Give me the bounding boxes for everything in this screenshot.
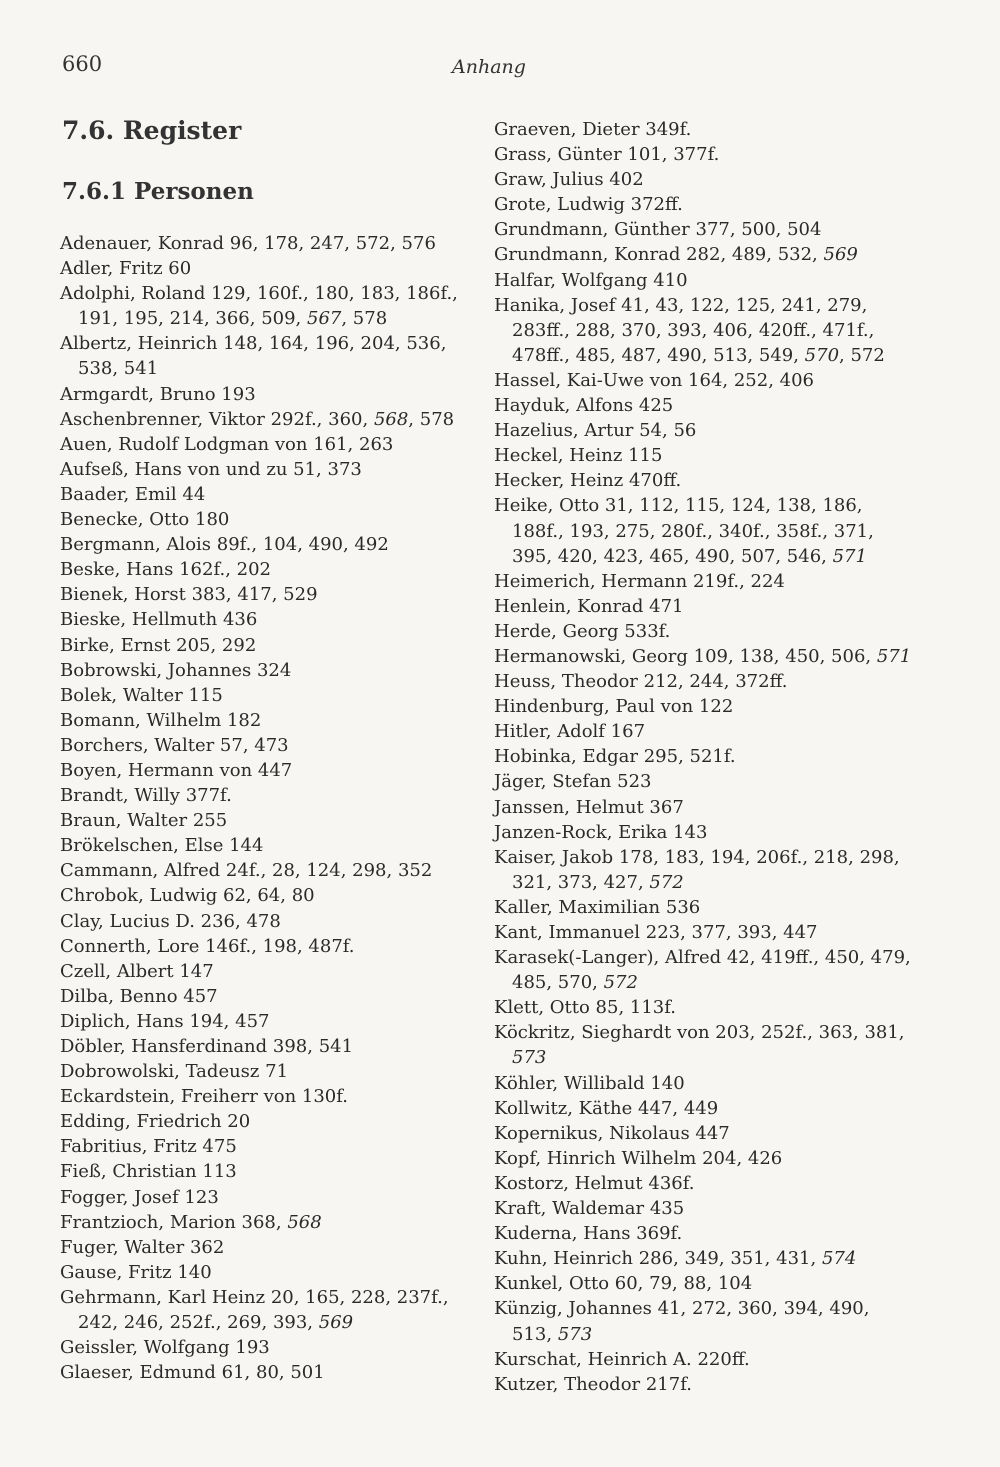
index-entry-text: Kopernikus, Nikolaus 447 — [494, 1122, 730, 1144]
index-entry-text: , 578 — [408, 408, 455, 430]
index-entry-text: Hecker, Heinz 470ff. — [494, 470, 682, 492]
index-entry — [60, 281, 460, 331]
index-entry — [60, 457, 460, 482]
index-column-left — [60, 231, 460, 1385]
index-entry — [494, 1171, 914, 1196]
index-entry-text: Kutzer, Theodor 217f. — [494, 1373, 692, 1395]
index-entry-text: Karasek(-Langer), Alfred 42, 419ff., 450, 479, 485, 570, — [494, 947, 911, 994]
index-entry — [494, 769, 914, 794]
index-entry-text: Cammann, Alfred 24f., 28, 124, 298, 352 — [60, 860, 433, 882]
index-entry-text: Bienek, Horst 383, 417, 529 — [60, 584, 318, 606]
index-entry — [60, 1185, 460, 1210]
index-entry — [494, 117, 914, 142]
index-entry-text: Köckritz, Sieghardt von 203, 252f., 363, 381, — [494, 1022, 905, 1044]
index-entry — [494, 995, 914, 1020]
index-entry-text: Braun, Walter 255 — [60, 810, 228, 832]
index-entry-text: Birke, Ernst 205, 292 — [60, 634, 257, 656]
index-entry-text: Brökelschen, Else 144 — [60, 835, 264, 857]
index-entry — [494, 368, 914, 393]
index-entry-text: Boyen, Hermann von 447 — [60, 759, 293, 781]
index-entry-text: Henlein, Konrad 471 — [494, 595, 684, 617]
index-entry-text: Hassel, Kai-Uwe von 164, 252, 406 — [494, 369, 815, 391]
subsection-heading: 7.6.1 Personen — [62, 178, 254, 205]
index-entry — [60, 532, 460, 557]
index-entry — [60, 984, 460, 1009]
index-entry-text: Heimerich, Hermann 219f., 224 — [494, 570, 785, 592]
index-entry — [60, 1235, 460, 1260]
index-entry — [494, 1196, 914, 1221]
index-entry — [60, 758, 460, 783]
index-entry — [60, 1159, 460, 1184]
index-entry-text: Kant, Immanuel 223, 377, 393, 447 — [494, 922, 818, 943]
index-entry-text: Albertz, Heinrich 148, 164, 196, 204, 536, 538, 541 — [60, 333, 447, 380]
index-entry-text: Fieß, Christian 113 — [60, 1161, 237, 1183]
index-entry-text: Fabritius, Fritz 475 — [60, 1136, 237, 1158]
index-entry-text: Kuhn, Heinrich 286, 349, 351, 431, — [494, 1248, 822, 1270]
index-entry-text: Künzig, Johannes 41, 272, 360, 394, 490, 513, — [494, 1298, 870, 1345]
index-entry — [494, 1146, 914, 1171]
index-entry — [60, 1034, 460, 1059]
index-entry — [494, 945, 914, 995]
index-entry — [494, 293, 914, 368]
index-entry-text: Köhler, Willibald 140 — [494, 1072, 685, 1094]
index-entry — [60, 582, 460, 607]
index-entry-text: Kuderna, Hans 369f. — [494, 1223, 683, 1245]
index-entry-text: Beske, Hans 162f., 202 — [60, 559, 271, 581]
index-entry-text: Czell, Albert 147 — [60, 960, 214, 982]
index-entry-text: Glaeser, Edmund 61, 80, 501 — [60, 1362, 325, 1384]
index-page-ref-italic: 571 — [832, 545, 867, 567]
index-entry — [494, 1372, 914, 1397]
index-entry — [60, 432, 460, 457]
index-entry-text: Baader, Emil 44 — [60, 483, 206, 505]
index-entry — [60, 407, 460, 432]
index-entry — [60, 1059, 460, 1084]
index-entry-text: Herde, Georg 533f. — [494, 620, 671, 642]
index-entry — [494, 1020, 914, 1070]
index-entry-text: Hanika, Josef 41, 43, 122, 125, 241, 279, 283ff., 288, 370, 393, 406, 420ff., 471f., 478ff., 485, 487, 490, 513, 549, — [494, 294, 875, 366]
index-entry-text: Armgardt, Bruno 193 — [60, 383, 256, 405]
index-entry-text: Adolphi, Roland 129, 160f., 180, 183, 186f., 191, 195, 214, 366, 509, — [60, 283, 458, 330]
index-entry — [494, 268, 914, 293]
index-entry-text: Fuger, Walter 362 — [60, 1236, 225, 1258]
index-entry — [60, 482, 460, 507]
index-entry — [494, 719, 914, 744]
index-entry-text: Hobinka, Edgar 295, 521f. — [494, 746, 736, 768]
index-entry-text: Bobrowski, Johannes 324 — [60, 659, 292, 681]
index-entry-text: Grass, Günter 101, 377f. — [494, 144, 720, 166]
index-page-ref-italic: 567 — [307, 308, 342, 330]
index-entry — [60, 1335, 460, 1360]
index-entry — [494, 594, 914, 619]
index-entry-text: Kostorz, Helmut 436f. — [494, 1172, 695, 1194]
index-entry — [60, 1109, 460, 1134]
index-entry — [494, 493, 914, 568]
index-entry — [494, 644, 914, 669]
index-entry-text: Graw, Julius 402 — [494, 169, 644, 191]
index-entry — [494, 1121, 914, 1146]
index-entry-text: Janzen-Rock, Erika 143 — [494, 821, 708, 843]
index-entry-text: Grundmann, Günther 377, 500, 504 — [494, 219, 822, 241]
index-entry — [494, 1221, 914, 1246]
index-entry — [60, 256, 460, 281]
index-entry — [494, 820, 914, 845]
index-entry — [494, 167, 914, 192]
index-entry — [60, 507, 460, 532]
index-entry-text: Kurschat, Heinrich A. 220ff. — [494, 1348, 750, 1370]
index-entry — [60, 858, 460, 883]
index-entry — [494, 569, 914, 594]
index-entry-text: Kunkel, Otto 60, 79, 88, 104 — [494, 1273, 753, 1295]
index-entry-text: Hazelius, Artur 54, 56 — [494, 420, 697, 442]
section-heading: 7.6. Register — [62, 116, 242, 145]
index-entry-text: , 578 — [341, 308, 388, 330]
index-entry — [494, 393, 914, 418]
index-entry-text: Graeven, Dieter 349f. — [494, 119, 692, 140]
index-entry — [494, 1071, 914, 1096]
index-entry-text: , 572 — [839, 344, 885, 366]
index-entry-text: Kaller, Maximilian 536 — [494, 896, 701, 918]
index-page-ref-italic: 568 — [287, 1211, 322, 1233]
index-entry-text: Dobrowolski, Tadeusz 71 — [60, 1061, 289, 1083]
index-entry-text: Hayduk, Alfons 425 — [494, 395, 674, 417]
index-entry-text: Heike, Otto 31, 112, 115, 124, 138, 186, 188f., 193, 275, 280f., 340f., 358f., 371, 395, 420, 423, 465, 490, 507, 546, — [494, 495, 874, 567]
index-entry — [60, 1210, 460, 1235]
running-title: Anhang — [452, 56, 526, 78]
index-entry — [494, 1096, 914, 1121]
index-entry-text: Döbler, Hansferdinand 398, 541 — [60, 1036, 354, 1057]
index-page-ref-italic: 572 — [603, 972, 638, 994]
index-entry-text: Jäger, Stefan 523 — [494, 771, 652, 793]
index-entry — [494, 845, 914, 895]
index-entry — [494, 443, 914, 468]
index-entry — [494, 1246, 914, 1271]
index-entry-text: Aufseß, Hans von und zu 51, 373 — [60, 458, 362, 480]
index-entry — [60, 607, 460, 632]
index-entry-text: Gehrmann, Karl Heinz 20, 165, 228, 237f., 242, 246, 252f., 269, 393, — [60, 1286, 449, 1334]
index-entry — [494, 217, 914, 242]
index-entry-text: Benecke, Otto 180 — [60, 509, 230, 531]
index-entry-text: Frantzioch, Marion 368, — [60, 1211, 288, 1233]
index-entry-text: Bomann, Wilhelm 182 — [60, 709, 262, 731]
index-entry — [60, 1084, 460, 1109]
index-entry-text: Heckel, Heinz 115 — [494, 445, 663, 467]
index-entry-text: Eckardstein, Freiherr von 130f. — [60, 1086, 348, 1108]
index-entry — [60, 833, 460, 858]
index-entry — [494, 468, 914, 493]
index-entry — [60, 959, 460, 984]
index-entry — [494, 1347, 914, 1372]
index-entry — [60, 1260, 460, 1285]
index-entry — [494, 895, 914, 920]
index-entry-text: Diplich, Hans 194, 457 — [60, 1010, 270, 1032]
index-entry-text: Hermanowski, Georg 109, 138, 450, 506, — [494, 645, 877, 667]
index-entry-text: Gause, Fritz 140 — [60, 1261, 212, 1283]
index-entry — [60, 1009, 460, 1034]
index-entry-text: Auen, Rudolf Lodgman von 161, 263 — [60, 433, 394, 455]
index-entry — [494, 744, 914, 769]
index-entry-text: Chrobok, Ludwig 62, 64, 80 — [60, 885, 315, 907]
index-entry — [494, 1296, 914, 1346]
index-entry-text: Bergmann, Alois 89f., 104, 490, 492 — [60, 534, 389, 556]
index-entry-text: Janssen, Helmut 367 — [494, 796, 684, 818]
index-entry — [60, 557, 460, 582]
index-entry-text: Heuss, Theodor 212, 244, 372ff. — [494, 671, 788, 693]
index-entry — [494, 619, 914, 644]
index-entry-text: Brandt, Willy 377f. — [60, 785, 232, 807]
index-entry-text: Klett, Otto 85, 113f. — [494, 997, 676, 1019]
index-entry — [60, 382, 460, 407]
index-entry — [494, 694, 914, 719]
index-entry — [60, 231, 460, 256]
index-entry — [60, 909, 460, 934]
index-entry-text: Bieske, Hellmuth 436 — [60, 609, 258, 631]
index-entry — [60, 783, 460, 808]
index-entry — [60, 934, 460, 959]
index-entry-text: Kraft, Waldemar 435 — [494, 1198, 685, 1220]
index-page-ref-italic: 573 — [557, 1323, 593, 1345]
index-entry — [494, 795, 914, 820]
index-entry-text: Bolek, Walter 115 — [60, 684, 223, 706]
index-page-ref-italic: 572 — [649, 871, 684, 893]
index-page-ref-italic: 570 — [804, 344, 840, 366]
index-entry-text: Halfar, Wolfgang 410 — [494, 269, 688, 291]
index-entry — [60, 1134, 460, 1159]
index-entry — [494, 192, 914, 217]
index-entry-text: Adenauer, Konrad 96, 178, 247, 572, 576 — [60, 233, 436, 254]
index-entry-text: Geissler, Wolfgang 193 — [60, 1337, 270, 1359]
index-page-ref-italic: 573 — [512, 1047, 547, 1069]
index-entry-text: Clay, Lucius D. 236, 478 — [60, 910, 281, 932]
index-entry-text: Kollwitz, Käthe 447, 449 — [494, 1097, 719, 1119]
index-entry-text: Grundmann, Konrad 282, 489, 532, — [494, 244, 824, 266]
index-page-ref-italic: 571 — [876, 645, 912, 667]
index-entry-text: Fogger, Josef 123 — [60, 1186, 219, 1208]
index-entry-text: Grote, Ludwig 372ff. — [494, 194, 683, 216]
index-entry — [60, 633, 460, 658]
index-entry-text: Aschenbrenner, Viktor 292f., 360, — [60, 408, 374, 430]
index-entry — [494, 669, 914, 694]
index-entry — [60, 658, 460, 683]
index-page-ref-italic: 569 — [823, 244, 858, 266]
index-column-right — [494, 117, 914, 1397]
page-number: 660 — [62, 52, 103, 76]
index-page-ref-italic: 574 — [821, 1248, 857, 1270]
index-entry-text: Kaiser, Jakob 178, 183, 194, 206f., 218, 298, 321, 373, 427, — [494, 846, 900, 893]
index-entry — [60, 331, 460, 381]
index-page-ref-italic: 569 — [318, 1312, 354, 1334]
index-entry-text: Connerth, Lore 146f., 198, 487f. — [60, 935, 355, 957]
index-entry — [494, 142, 914, 167]
index-entry — [60, 1285, 460, 1335]
index-entry — [60, 708, 460, 733]
index-entry-text: Hindenburg, Paul von 122 — [494, 696, 734, 718]
index-entry — [494, 418, 914, 443]
index-entry — [60, 808, 460, 833]
index-page-ref-italic: 568 — [373, 408, 409, 430]
index-entry — [494, 1271, 914, 1296]
index-entry — [60, 683, 460, 708]
index-entry-text: Dilba, Benno 457 — [60, 985, 218, 1007]
index-entry — [494, 920, 914, 945]
index-entry-text: Hitler, Adolf 167 — [494, 721, 646, 743]
index-entry-text: Edding, Friedrich 20 — [60, 1111, 251, 1133]
index-entry-text: Adler, Fritz 60 — [60, 258, 192, 280]
index-entry-text: Borchers, Walter 57, 473 — [60, 734, 289, 756]
index-entry — [60, 1360, 460, 1385]
index-entry — [494, 242, 914, 267]
index-entry — [60, 883, 460, 908]
index-entry — [60, 733, 460, 758]
index-entry-text: Kopf, Hinrich Wilhelm 204, 426 — [494, 1147, 783, 1169]
